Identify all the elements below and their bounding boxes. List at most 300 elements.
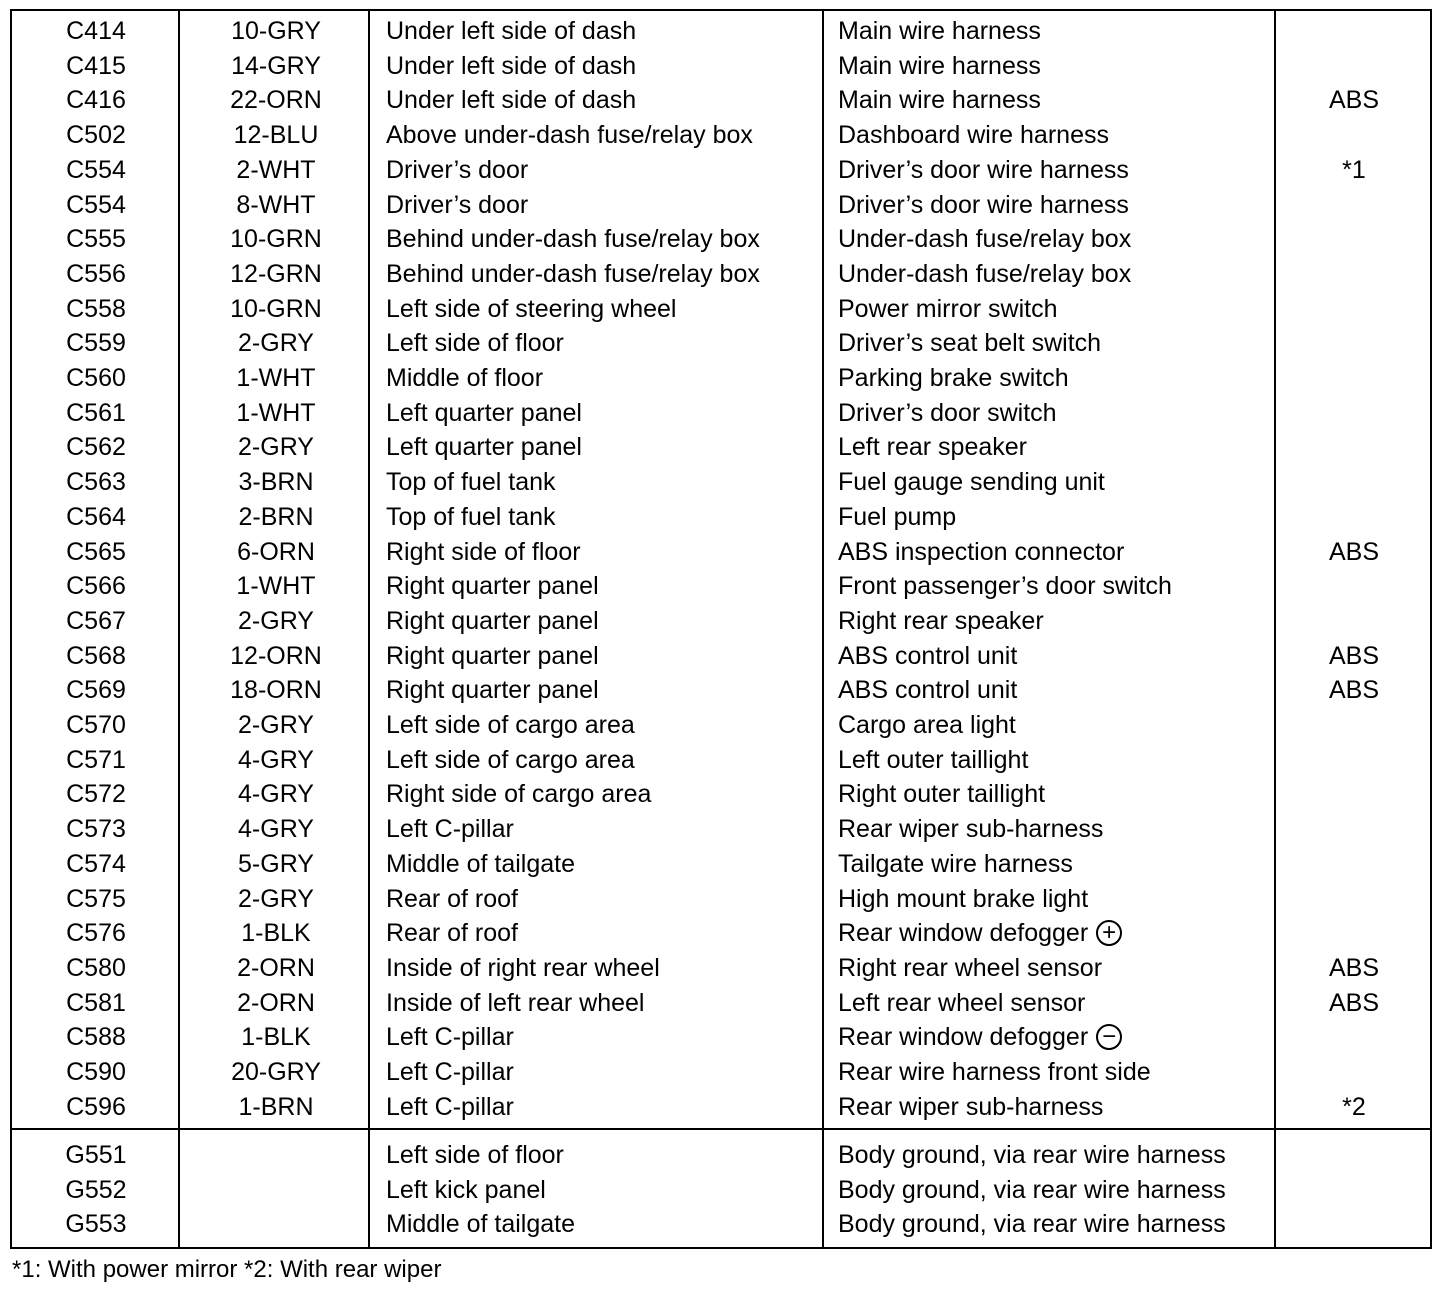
- harness-cell: [838, 326, 1278, 361]
- connector-cell-text: C571: [66, 745, 126, 774]
- note-cell: [1278, 1138, 1430, 1173]
- connector-cell: [12, 14, 180, 49]
- pins-color-cell-text: 10-GRN: [230, 225, 322, 254]
- location-cell-text: Right quarter panel: [386, 676, 599, 705]
- harness-cell-text: Right rear speaker: [838, 606, 1044, 635]
- harness-cell-text: Driver’s door switch: [838, 398, 1057, 427]
- location-cell: [386, 569, 826, 604]
- table-row: [12, 639, 1430, 674]
- pins-color-cell-text: 10-GRN: [230, 294, 322, 323]
- harness-cell-text: Rear window defogger: [838, 919, 1089, 948]
- harness-cell-text: Main wire harness: [838, 51, 1041, 80]
- pins-color-cell-text: 2-GRY: [238, 711, 314, 739]
- harness-cell-text: Parking brake switch: [838, 364, 1069, 392]
- location-cell: [386, 326, 826, 361]
- connector-cell-text: C502: [66, 121, 126, 150]
- location-cell: [386, 673, 826, 708]
- location-cell: [386, 639, 826, 674]
- table-row: [12, 604, 1430, 639]
- note-cell-text: *2: [1342, 1092, 1366, 1121]
- harness-cell: [838, 465, 1278, 500]
- connector-cell: [12, 569, 180, 604]
- connector-cell-text: C562: [66, 433, 126, 462]
- connector-cell-text: G551: [65, 1141, 127, 1169]
- harness-cell: [838, 639, 1278, 674]
- harness-cell-text: Cargo area light: [838, 711, 1016, 739]
- harness-cell: [838, 569, 1278, 604]
- connector-cell: [12, 257, 180, 292]
- note-cell: [1278, 153, 1430, 188]
- harness-cell: [838, 604, 1278, 639]
- harness-cell-text: Left outer taillight: [838, 745, 1029, 774]
- connector-cell-text: C414: [66, 17, 126, 45]
- note-cell: [1278, 1055, 1430, 1090]
- location-cell: [386, 847, 826, 882]
- harness-cell-text: Left rear wheel sensor: [838, 988, 1086, 1017]
- pins-color-cell-text: 12-GRN: [230, 259, 322, 288]
- location-cell: [386, 396, 826, 431]
- pins-color-cell: [182, 812, 370, 847]
- plus-circle-icon: +: [1096, 920, 1122, 946]
- location-cell: [386, 1138, 826, 1173]
- connector-cell: [12, 777, 180, 812]
- connector-cell: [12, 1173, 180, 1208]
- location-cell: [386, 951, 826, 986]
- connector-cell-text: C596: [66, 1092, 126, 1121]
- connector-cell: [12, 188, 180, 223]
- location-cell: [386, 535, 826, 570]
- note-cell: [1278, 1090, 1430, 1125]
- location-cell-text: Left side of cargo area: [386, 711, 635, 739]
- connector-cell-text: C555: [66, 225, 126, 254]
- harness-cell-text: ABS control unit: [838, 676, 1018, 705]
- pins-color-cell: [182, 500, 370, 535]
- location-cell-text: Behind under-dash fuse/relay box: [386, 259, 760, 288]
- connector-cell-text: C574: [66, 849, 126, 878]
- location-cell: [386, 430, 826, 465]
- pins-color-cell-text: 22-ORN: [230, 86, 322, 115]
- note-cell: [1278, 326, 1430, 361]
- harness-cell: [838, 257, 1278, 292]
- location-cell-text: Middle of tailgate: [386, 1210, 576, 1239]
- note-cell: [1278, 257, 1430, 292]
- pins-color-cell: [182, 1090, 370, 1125]
- note-cell: [1278, 986, 1430, 1021]
- table-row: [12, 812, 1430, 847]
- location-cell-text: Right quarter panel: [386, 641, 599, 670]
- connector-cell-text: C554: [66, 190, 126, 219]
- harness-cell: [838, 430, 1278, 465]
- connector-cell: [12, 292, 180, 327]
- table-row: [12, 500, 1430, 535]
- note-cell: [1278, 882, 1430, 917]
- connector-cell: [12, 222, 180, 257]
- table-row: [12, 951, 1430, 986]
- connector-cell: [12, 812, 180, 847]
- location-cell-text: Middle of floor: [386, 364, 544, 392]
- note-cell: [1278, 14, 1430, 49]
- pins-color-cell: [182, 882, 370, 917]
- harness-cell: [838, 118, 1278, 153]
- pins-color-cell: [182, 1173, 370, 1208]
- location-cell-text: Above under-dash fuse/relay box: [386, 121, 753, 150]
- table-row: [12, 83, 1430, 118]
- location-cell-text: Left side of cargo area: [386, 745, 635, 774]
- harness-cell: [838, 49, 1278, 84]
- harness-cell: [838, 1020, 1278, 1055]
- note-cell-text: ABS: [1328, 988, 1380, 1017]
- pins-color-cell: [182, 326, 370, 361]
- pins-color-cell-text: 2-ORN: [237, 953, 315, 982]
- connector-cell-text: C564: [66, 502, 126, 531]
- connector-cell: [12, 673, 180, 708]
- note-cell: [1278, 812, 1430, 847]
- ground-row: [12, 1173, 1430, 1208]
- harness-cell-text: Driver’s seat belt switch: [838, 329, 1102, 358]
- harness-cell: [838, 500, 1278, 535]
- harness-cell-text: Body ground, via rear wire harness: [838, 1141, 1226, 1169]
- note-cell: [1278, 292, 1430, 327]
- pins-color-cell: [182, 986, 370, 1021]
- note-cell: [1278, 396, 1430, 431]
- location-cell-text: Inside of right rear wheel: [386, 953, 660, 982]
- location-cell-text: Inside of left rear wheel: [386, 988, 645, 1017]
- location-cell: [386, 1090, 826, 1125]
- connector-cell: [12, 465, 180, 500]
- pins-color-cell-text: 2-BRN: [238, 502, 314, 531]
- pins-color-cell: [182, 153, 370, 188]
- harness-cell: [838, 1090, 1278, 1125]
- note-cell: [1278, 1207, 1430, 1242]
- pins-color-cell: [182, 188, 370, 223]
- table-row: [12, 118, 1430, 153]
- harness-cell: [838, 916, 1278, 951]
- connector-cell-text: C558: [66, 294, 126, 323]
- connector-cell: [12, 986, 180, 1021]
- harness-cell-text: Rear wire harness front side: [838, 1058, 1151, 1086]
- note-cell: [1278, 1020, 1430, 1055]
- pins-color-cell: [182, 777, 370, 812]
- connector-cell-text: C590: [66, 1058, 126, 1086]
- location-cell: [386, 500, 826, 535]
- harness-cell-text: Left rear speaker: [838, 433, 1027, 462]
- harness-cell-text: Driver’s door wire harness: [838, 155, 1129, 184]
- harness-cell: [838, 743, 1278, 778]
- pins-color-cell: [182, 743, 370, 778]
- pins-color-cell: [182, 604, 370, 639]
- note-cell: [1278, 465, 1430, 500]
- location-cell: [386, 14, 826, 49]
- pins-color-cell-text: 2-GRY: [238, 884, 314, 913]
- location-cell-text: Right quarter panel: [386, 606, 599, 635]
- location-cell-text: Under left side of dash: [386, 17, 637, 45]
- note-cell-text: ABS: [1328, 641, 1380, 670]
- harness-cell: [838, 882, 1278, 917]
- pins-color-cell: [182, 118, 370, 153]
- connector-cell-text: C559: [66, 329, 126, 358]
- table-row: [12, 257, 1430, 292]
- table-row: [12, 916, 1430, 951]
- location-cell-text: Rear of roof: [386, 919, 519, 948]
- table-row: [12, 743, 1430, 778]
- location-cell-text: Left quarter panel: [386, 433, 582, 462]
- harness-cell: [838, 847, 1278, 882]
- connector-cell-text: C576: [66, 919, 126, 948]
- table-row: [12, 1020, 1430, 1055]
- harness-cell: [838, 1173, 1278, 1208]
- pins-color-cell-text: 2-GRY: [238, 329, 314, 358]
- location-cell: [386, 222, 826, 257]
- location-cell: [386, 292, 826, 327]
- pins-color-cell: [182, 222, 370, 257]
- pins-color-cell: [182, 361, 370, 396]
- table-row: [12, 361, 1430, 396]
- location-cell: [386, 1173, 826, 1208]
- location-cell-text: Top of fuel tank: [386, 502, 556, 531]
- pins-color-cell-text: 1-WHT: [236, 364, 316, 392]
- connector-cell-text: C573: [66, 815, 126, 844]
- location-cell: [386, 188, 826, 223]
- connector-cell-text: C588: [66, 1023, 126, 1052]
- location-cell-text: Driver’s door: [386, 155, 529, 184]
- location-cell-text: Right side of floor: [386, 537, 581, 566]
- pins-color-cell: [182, 951, 370, 986]
- pins-color-cell-text: 8-WHT: [236, 190, 316, 219]
- connector-cell: [12, 49, 180, 84]
- location-cell-text: Under left side of dash: [386, 51, 637, 80]
- pins-color-cell-text: 3-BRN: [238, 468, 314, 497]
- connector-cell-text: C580: [66, 953, 126, 982]
- location-cell-text: Behind under-dash fuse/relay box: [386, 225, 760, 254]
- location-cell-text: Left side of floor: [386, 329, 564, 358]
- note-cell: [1278, 604, 1430, 639]
- pins-color-cell: [182, 847, 370, 882]
- connector-cell-text: C572: [66, 780, 126, 809]
- note-cell: [1278, 951, 1430, 986]
- location-cell: [386, 1207, 826, 1242]
- location-cell: [386, 118, 826, 153]
- pins-color-cell-text: 10-GRY: [231, 17, 321, 45]
- harness-cell: [838, 83, 1278, 118]
- harness-cell-text: Fuel pump: [838, 502, 957, 531]
- harness-cell: [838, 361, 1278, 396]
- pins-color-cell-text: 1-BLK: [241, 1023, 311, 1052]
- location-cell: [386, 49, 826, 84]
- note-cell: [1278, 1173, 1430, 1208]
- connector-cell-text: C554: [66, 155, 126, 184]
- pins-color-cell: [182, 14, 370, 49]
- location-cell: [386, 708, 826, 743]
- location-cell-text: Top of fuel tank: [386, 468, 556, 497]
- pins-color-cell: [182, 83, 370, 118]
- pins-color-cell: [182, 708, 370, 743]
- pins-color-cell-text: 4-GRY: [238, 815, 314, 844]
- table-row: [12, 326, 1430, 361]
- table-row: [12, 535, 1430, 570]
- location-cell: [386, 986, 826, 1021]
- table-row: [12, 777, 1430, 812]
- connector-cell-text: C556: [66, 259, 126, 288]
- connector-cell: [12, 326, 180, 361]
- pins-color-cell: [182, 916, 370, 951]
- connector-cell-text: C569: [66, 676, 126, 705]
- location-cell: [386, 1055, 826, 1090]
- table-row: [12, 1090, 1430, 1125]
- connector-cell-text: C575: [66, 884, 126, 913]
- connector-cell: [12, 1055, 180, 1090]
- harness-cell: [838, 396, 1278, 431]
- table-row: [12, 986, 1430, 1021]
- table-row: [12, 569, 1430, 604]
- harness-cell-text: Power mirror switch: [838, 294, 1058, 323]
- note-cell-text: ABS: [1328, 537, 1380, 566]
- table-row: [12, 292, 1430, 327]
- location-cell-text: Driver’s door: [386, 190, 529, 219]
- harness-cell-text: High mount brake light: [838, 884, 1089, 913]
- location-cell-text: Left C-pillar: [386, 815, 514, 844]
- pins-color-cell: [182, 257, 370, 292]
- connector-cell-text: C560: [66, 364, 126, 392]
- pins-color-cell: [182, 292, 370, 327]
- pins-color-cell: [182, 396, 370, 431]
- connector-cell-text: C416: [66, 86, 126, 115]
- harness-cell-text: Right rear wheel sensor: [838, 953, 1103, 982]
- connector-cell: [12, 83, 180, 118]
- location-cell-text: Left quarter panel: [386, 398, 582, 427]
- note-cell: [1278, 83, 1430, 118]
- connector-cell-text: G553: [65, 1210, 127, 1239]
- table-row: [12, 153, 1430, 188]
- harness-cell-text: ABS control unit: [838, 641, 1018, 670]
- ground-row: [12, 1138, 1430, 1173]
- pins-color-cell-text: 4-GRY: [238, 780, 314, 809]
- location-cell-text: Middle of tailgate: [386, 849, 576, 878]
- location-cell: [386, 916, 826, 951]
- note-cell: [1278, 361, 1430, 396]
- harness-cell: [838, 777, 1278, 812]
- pins-color-cell-text: 5-GRY: [238, 849, 314, 878]
- note-cell: [1278, 916, 1430, 951]
- connector-cell: [12, 500, 180, 535]
- table-row: [12, 708, 1430, 743]
- harness-cell-text: Main wire harness: [838, 86, 1041, 115]
- location-cell: [386, 604, 826, 639]
- harness-cell-text: Front passenger’s door switch: [838, 572, 1172, 601]
- harness-cell: [838, 14, 1278, 49]
- pins-color-cell: [182, 465, 370, 500]
- connector-cell: [12, 1020, 180, 1055]
- pins-color-cell: [182, 49, 370, 84]
- location-cell: [386, 83, 826, 118]
- pins-color-cell: [182, 1055, 370, 1090]
- harness-cell-text: Under-dash fuse/relay box: [838, 259, 1132, 288]
- harness-cell-text: Tailgate wire harness: [838, 849, 1073, 878]
- connector-cell: [12, 847, 180, 882]
- connector-cell: [12, 743, 180, 778]
- location-cell-text: Under left side of dash: [386, 86, 637, 115]
- harness-cell-text: Main wire harness: [838, 17, 1041, 45]
- pins-color-cell: [182, 1207, 370, 1242]
- harness-cell: [838, 535, 1278, 570]
- location-cell: [386, 1020, 826, 1055]
- location-cell-text: Left side of floor: [386, 1141, 564, 1169]
- note-cell-text: ABS: [1328, 953, 1380, 982]
- pins-color-cell-text: 20-GRY: [231, 1058, 321, 1086]
- harness-cell: [838, 1055, 1278, 1090]
- connector-cell-text: C563: [66, 468, 126, 497]
- harness-cell-text: Rear wiper sub-harness: [838, 815, 1104, 844]
- harness-cell-text: Body ground, via rear wire harness: [838, 1175, 1226, 1204]
- harness-cell-text: Rear wiper sub-harness: [838, 1092, 1104, 1121]
- minus-circle-icon: −: [1096, 1024, 1122, 1050]
- harness-cell-text: Dashboard wire harness: [838, 121, 1109, 150]
- location-cell: [386, 743, 826, 778]
- pins-color-cell: [182, 673, 370, 708]
- note-cell: [1278, 847, 1430, 882]
- location-cell: [386, 777, 826, 812]
- pins-color-cell-text: 6-ORN: [237, 537, 315, 566]
- harness-cell: [838, 153, 1278, 188]
- table-row: [12, 430, 1430, 465]
- location-cell-text: Left C-pillar: [386, 1023, 514, 1052]
- pins-color-cell-text: 1-WHT: [236, 572, 316, 601]
- location-cell: [386, 361, 826, 396]
- connector-cell-text: C565: [66, 537, 126, 566]
- connector-cell-text: C566: [66, 572, 126, 601]
- note-cell: [1278, 118, 1430, 153]
- location-cell-text: Left side of steering wheel: [386, 294, 677, 323]
- note-cell: [1278, 673, 1430, 708]
- connector-cell: [12, 361, 180, 396]
- note-cell: [1278, 569, 1430, 604]
- footnote: *1: With power mirror *2: With rear wiper: [12, 1256, 442, 1283]
- pins-color-cell: [182, 569, 370, 604]
- harness-cell-text: Rear window defogger: [838, 1023, 1089, 1052]
- note-cell: [1278, 500, 1430, 535]
- table-row: [12, 222, 1430, 257]
- table-row: [12, 14, 1430, 49]
- note-cell-text: ABS: [1328, 86, 1380, 115]
- location-cell: [386, 812, 826, 847]
- table-row: [12, 396, 1430, 431]
- connector-cell: [12, 1207, 180, 1242]
- location-cell: [386, 465, 826, 500]
- harness-cell: [838, 1207, 1278, 1242]
- connector-cell: [12, 882, 180, 917]
- pins-color-cell: [182, 1138, 370, 1173]
- connector-cell-text: G552: [65, 1175, 127, 1204]
- harness-cell-text: Fuel gauge sending unit: [838, 468, 1105, 497]
- location-cell-text: Right quarter panel: [386, 572, 599, 601]
- table-row: [12, 49, 1430, 84]
- location-cell-text: Rear of roof: [386, 884, 519, 913]
- harness-cell: [838, 812, 1278, 847]
- connector-cell: [12, 1138, 180, 1173]
- connector-cell: [12, 153, 180, 188]
- harness-cell: [838, 673, 1278, 708]
- pins-color-cell-text: 2-GRY: [238, 606, 314, 635]
- harness-cell-text: ABS inspection connector: [838, 537, 1125, 566]
- note-cell: [1278, 639, 1430, 674]
- harness-cell-text: Driver’s door wire harness: [838, 190, 1129, 219]
- pins-color-cell-text: 14-GRY: [231, 51, 321, 80]
- note-cell: [1278, 49, 1430, 84]
- harness-cell: [838, 1138, 1278, 1173]
- harness-cell-text: Right outer taillight: [838, 780, 1046, 809]
- harness-cell-text: Under-dash fuse/relay box: [838, 225, 1132, 254]
- harness-cell-text: Body ground, via rear wire harness: [838, 1210, 1226, 1239]
- connector-cell: [12, 1090, 180, 1125]
